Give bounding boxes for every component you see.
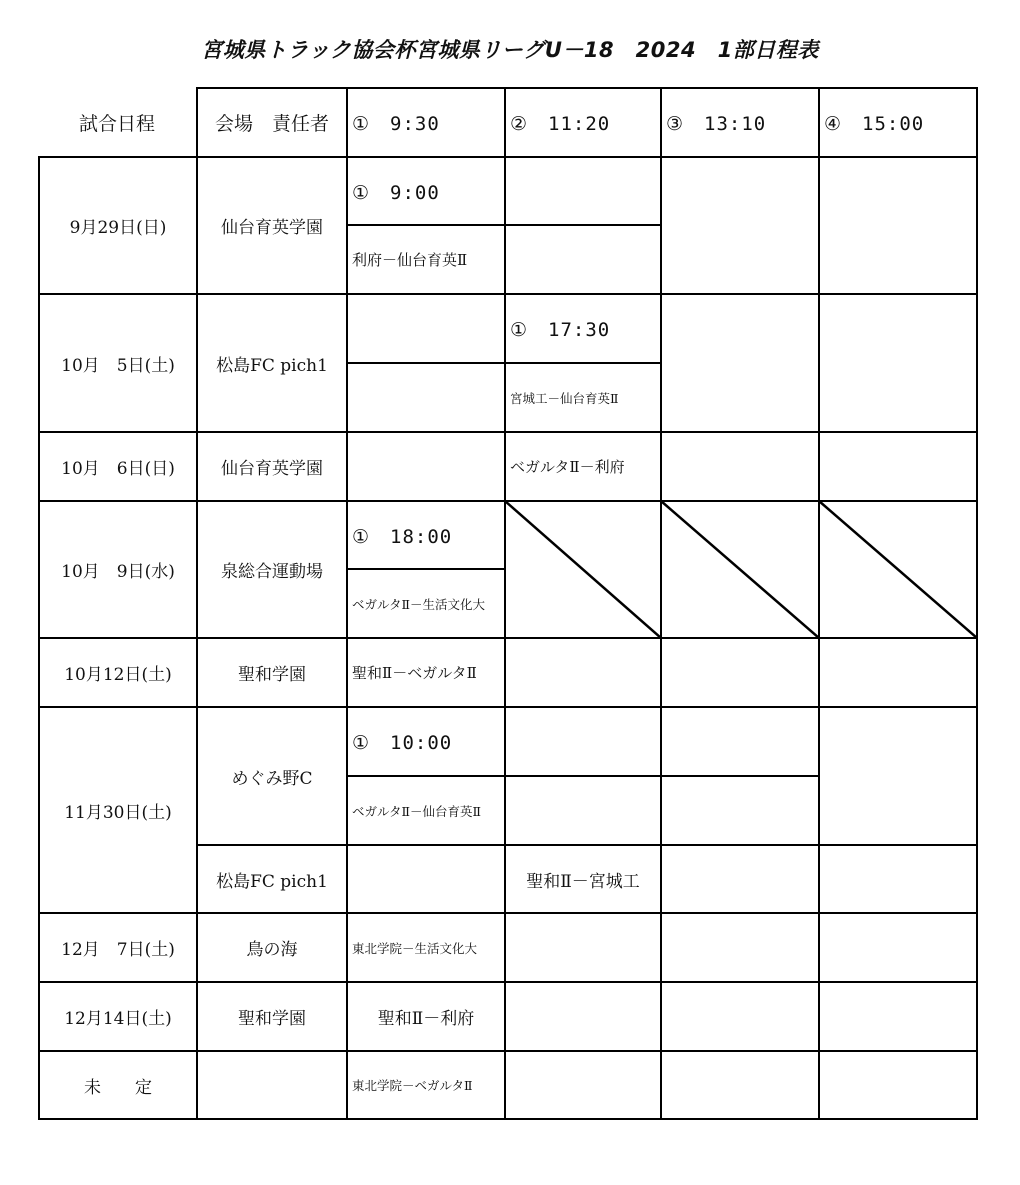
- row-venue: 聖和学園: [238, 665, 306, 685]
- match-time: ① 17:30: [510, 319, 611, 341]
- row-venue: [198, 1052, 346, 1118]
- match-pairing: ベガルタⅡ－仙台育英Ⅱ: [352, 803, 481, 819]
- match-time: ① 9:00: [352, 181, 440, 204]
- row-venue: 泉総合運動場: [221, 562, 323, 582]
- row-date: 10月 9日(水): [61, 562, 175, 582]
- header-slot-4: ④ 15:00: [824, 112, 925, 135]
- row-date: 12月14日(土): [64, 1009, 172, 1029]
- row-date: 10月 5日(土): [61, 355, 175, 376]
- row-date: 11月30日(土): [64, 802, 172, 823]
- match-pairing: 聖和Ⅱ－宮城工: [526, 871, 640, 892]
- match-pairing: 聖和Ⅱ－ベガルタⅡ: [352, 664, 477, 682]
- header-slot-2: ② 11:20: [510, 112, 611, 135]
- row-date: 9月29日(日): [69, 218, 167, 238]
- page-title: 宮城県トラック協会杯宮城県リーグU－18 2024 1部日程表: [201, 38, 819, 62]
- row-venue: 仙台育英学園: [221, 218, 323, 238]
- unavailable-slot-mark: [505, 501, 661, 638]
- row-date: 12月 7日(土): [61, 940, 175, 960]
- match-pairing: 宮城工－仙台育英Ⅱ: [510, 390, 619, 406]
- match-pairing: 聖和Ⅱ－利府: [377, 1009, 475, 1029]
- row-venue: 聖和学園: [238, 1009, 306, 1029]
- match-time: ① 10:00: [352, 732, 453, 754]
- header-slot-1: ① 9:30: [352, 112, 440, 135]
- header-venue: 会場 責任者: [214, 112, 329, 135]
- row-date: 10月 6日(日): [61, 459, 175, 479]
- match-pairing: 東北学院－生活文化大: [352, 940, 478, 956]
- header-slot-3: ③ 13:10: [666, 112, 767, 135]
- row-venue: 松島FC pich1: [216, 355, 328, 376]
- row-venue: 鳥の海: [246, 940, 298, 960]
- match-pairing: ベガルタⅡ－利府: [510, 458, 625, 476]
- header-date: 試合日程: [78, 112, 155, 135]
- match-time: ① 18:00: [352, 525, 453, 548]
- match-pairing: ベガルタⅡ－生活文化大: [352, 596, 485, 612]
- row-date: 未 定: [84, 1077, 152, 1098]
- row-venue: めぐみ野C: [231, 768, 313, 789]
- match-pairing: 利府－仙台育英Ⅱ: [352, 251, 468, 269]
- row-venue: 仙台育英学園: [221, 459, 323, 479]
- match-pairing: 東北学院－ベガルタⅡ: [352, 1078, 473, 1093]
- unavailable-slot-mark: [819, 501, 977, 638]
- row-venue: 松島FC pich1: [216, 871, 328, 892]
- grid-line: [38, 1118, 978, 1120]
- row-date: 10月12日(土): [64, 665, 172, 685]
- unavailable-slot-mark: [661, 501, 819, 638]
